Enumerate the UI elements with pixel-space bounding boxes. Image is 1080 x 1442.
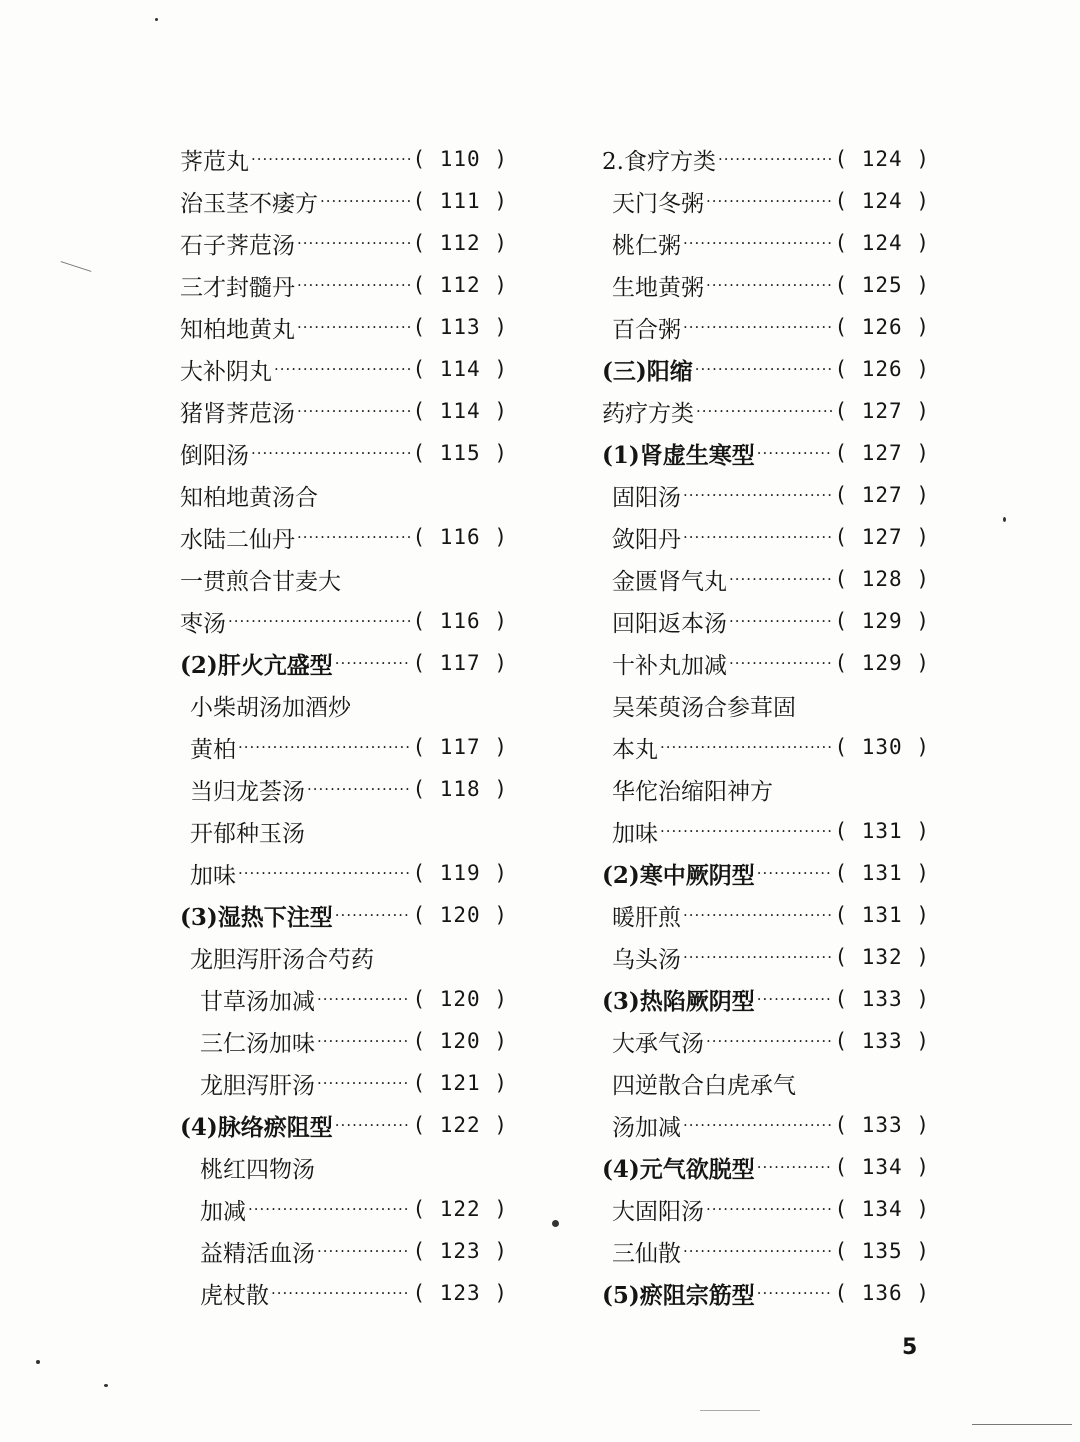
dot-leader <box>757 1284 833 1302</box>
scan-speck <box>36 1360 40 1364</box>
toc-entry-page: ( 112 ) <box>412 231 508 255</box>
toc-entry-title: 十补丸加减 <box>612 652 727 679</box>
toc-entry-page: ( 111 ) <box>412 189 508 213</box>
toc-entry <box>590 1188 930 1230</box>
toc-entry-title: 加味 <box>612 820 658 847</box>
toc-entry-page: ( 122 ) <box>412 1113 508 1137</box>
toc-left-column <box>168 138 508 1314</box>
toc-entry <box>590 684 930 726</box>
dot-leader <box>683 906 832 924</box>
toc-entry-page: ( 133 ) <box>834 987 930 1011</box>
toc-entry-title: 桃仁粥 <box>612 232 681 259</box>
toc-entry-title: 百合粥 <box>612 316 681 343</box>
toc-entry-title: 加减 <box>200 1198 246 1225</box>
dot-leader <box>271 1284 410 1302</box>
toc-entry-title: 生地黄粥 <box>612 274 704 301</box>
toc-entry-title: 大补阴丸 <box>180 358 272 385</box>
toc-entry-page: ( 113 ) <box>412 315 508 339</box>
toc-entry-title: 暖肝煎 <box>612 904 681 931</box>
toc-entry-page: ( 135 ) <box>834 1239 930 1263</box>
toc-right-column <box>590 138 930 1314</box>
toc-entry <box>168 264 508 306</box>
dot-leader <box>683 948 832 966</box>
toc-entry-page: ( 129 ) <box>834 651 930 675</box>
toc-entry-title: (三)阳缩 <box>602 357 693 385</box>
toc-entry-title: 固阳汤 <box>612 484 681 511</box>
toc-entry-page: ( 131 ) <box>834 903 930 927</box>
toc-entry <box>590 1062 930 1104</box>
toc-entry-title: 倒阳汤 <box>180 442 249 469</box>
dot-leader <box>695 360 833 378</box>
toc-entry <box>168 390 508 432</box>
toc-entry <box>168 768 508 810</box>
toc-entry-title: (4)元气欲脱型 <box>602 1155 755 1183</box>
toc-entry-title: 天门冬粥 <box>612 190 704 217</box>
toc-entry <box>168 516 508 558</box>
scan-speck <box>1003 517 1006 522</box>
toc-entry-page: ( 125 ) <box>834 273 930 297</box>
scan-scratch <box>61 261 92 272</box>
toc-entry-title: 桃红四物汤 <box>200 1156 315 1183</box>
toc-entry-title: 石子荠苊汤 <box>180 232 295 259</box>
toc-entry-title: 开郁种玉汤 <box>190 820 305 847</box>
toc-entry-title: 龙胆泻肝汤 <box>200 1072 315 1099</box>
toc-entry-title: 小柴胡汤加酒炒 <box>190 694 351 721</box>
dot-leader <box>718 150 833 168</box>
toc-entry <box>168 726 508 768</box>
toc-entry-page: ( 133 ) <box>834 1029 930 1053</box>
page-number: 5 <box>902 1335 918 1360</box>
dot-leader <box>683 1242 832 1260</box>
dot-leader <box>683 234 832 252</box>
scan-speck <box>155 18 158 21</box>
toc-entry <box>590 894 930 936</box>
dot-leader <box>251 150 410 168</box>
toc-entry-title: 知柏地黄丸 <box>180 316 295 343</box>
toc-entry-title: 药疗方类 <box>602 400 694 427</box>
toc-entry-title: 金匮肾气丸 <box>612 568 727 595</box>
toc-entry-title: (5)瘀阻宗筋型 <box>602 1281 755 1309</box>
toc-entry <box>590 474 930 516</box>
toc-entry <box>168 642 508 684</box>
toc-entry-title: 大承气汤 <box>612 1030 704 1057</box>
toc-entry-title: 本丸 <box>612 736 658 763</box>
dot-leader <box>274 360 410 378</box>
toc-entry-title: 水陆二仙丹 <box>180 526 295 553</box>
toc-entry-title: 敛阳丹 <box>612 526 681 553</box>
dot-leader <box>729 654 832 672</box>
toc-entry <box>590 222 930 264</box>
dot-leader <box>683 486 832 504</box>
toc-entry <box>168 600 508 642</box>
dot-leader <box>297 318 410 336</box>
dot-leader <box>335 906 411 924</box>
toc-entry <box>590 1272 930 1314</box>
dot-leader <box>238 738 410 756</box>
toc-entry-page: ( 130 ) <box>834 735 930 759</box>
toc-entry-page: ( 126 ) <box>834 315 930 339</box>
toc-entry-title: 甘草汤加减 <box>200 988 315 1015</box>
toc-entry <box>168 348 508 390</box>
dot-leader <box>706 192 832 210</box>
dot-leader <box>248 1200 410 1218</box>
toc-entry <box>590 768 930 810</box>
toc-entry-page: ( 127 ) <box>834 483 930 507</box>
toc-entry <box>168 1104 508 1146</box>
toc-entry <box>590 978 930 1020</box>
toc-entry-page: ( 124 ) <box>834 189 930 213</box>
toc-entry <box>168 978 508 1020</box>
toc-entry <box>168 558 508 600</box>
toc-entry <box>168 1230 508 1272</box>
toc-entry-title: 虎杖散 <box>200 1282 269 1309</box>
toc-entry-title: 汤加减 <box>612 1114 681 1141</box>
toc-entry-page: ( 132 ) <box>834 945 930 969</box>
toc-entry-page: ( 117 ) <box>412 651 508 675</box>
toc-entry <box>168 1272 508 1314</box>
toc-entry-title: 乌头汤 <box>612 946 681 973</box>
toc-entry-page: ( 119 ) <box>412 861 508 885</box>
toc-entry-title: 三才封髓丹 <box>180 274 295 301</box>
toc-entry <box>168 222 508 264</box>
toc-entry <box>168 852 508 894</box>
dot-leader <box>335 1116 411 1134</box>
toc-entry <box>590 726 930 768</box>
toc-entry-page: ( 127 ) <box>834 441 930 465</box>
dot-leader <box>660 822 832 840</box>
toc-entry-title: 华佗治缩阳神方 <box>612 778 773 805</box>
dot-leader <box>757 990 833 1008</box>
dot-leader <box>307 780 410 798</box>
toc-entry-title: 吴茱萸汤合参茸固 <box>612 694 796 721</box>
scan-speck <box>552 1220 559 1227</box>
toc-entry <box>168 180 508 222</box>
dot-leader <box>297 402 410 420</box>
dot-leader <box>683 528 832 546</box>
dot-leader <box>696 402 832 420</box>
toc-entry <box>168 1188 508 1230</box>
toc-entry-title: 加味 <box>190 862 236 889</box>
toc-entry-title: 当归龙荟汤 <box>190 778 305 805</box>
toc-entry-title: (1)肾虚生寒型 <box>602 441 755 469</box>
toc-entry-title: 三仙散 <box>612 1240 681 1267</box>
toc-entry <box>168 474 508 516</box>
toc-entry-title: 龙胆泻肝汤合芍药 <box>190 946 374 973</box>
toc-entry <box>590 1230 930 1272</box>
toc-entry <box>590 936 930 978</box>
dot-leader <box>729 570 832 588</box>
toc-entry-title: 荠苊丸 <box>180 148 249 175</box>
toc-entry-title: 黄柏 <box>190 736 236 763</box>
toc-entry-page: ( 127 ) <box>834 525 930 549</box>
toc-entry-page: ( 112 ) <box>412 273 508 297</box>
toc-entry-title: 四逆散合白虎承气 <box>612 1072 796 1099</box>
toc-entry <box>168 432 508 474</box>
dot-leader <box>317 1242 410 1260</box>
toc-entry-title: 三仁汤加味 <box>200 1030 315 1057</box>
toc-entry <box>590 600 930 642</box>
toc-entry-title: 益精活血汤 <box>200 1240 315 1267</box>
dot-leader <box>757 864 833 882</box>
toc-entry <box>590 348 930 390</box>
toc-entry-page: ( 120 ) <box>412 1029 508 1053</box>
dot-leader <box>317 990 410 1008</box>
toc-entry <box>590 432 930 474</box>
toc-entry <box>168 306 508 348</box>
toc-entry-page: ( 122 ) <box>412 1197 508 1221</box>
dot-leader <box>320 192 410 210</box>
toc-entry-page: ( 114 ) <box>412 399 508 423</box>
toc-entry <box>168 1062 508 1104</box>
dot-leader <box>683 318 832 336</box>
toc-entry-page: ( 124 ) <box>834 231 930 255</box>
toc-entry-page: ( 123 ) <box>412 1239 508 1263</box>
toc-entry-page: ( 120 ) <box>412 903 508 927</box>
toc-entry <box>168 1146 508 1188</box>
toc-entry-page: ( 121 ) <box>412 1071 508 1095</box>
scan-scratch <box>700 1410 760 1411</box>
toc-entry <box>590 852 930 894</box>
dot-leader <box>757 1158 833 1176</box>
dot-leader <box>706 276 832 294</box>
dot-leader <box>297 234 410 252</box>
toc-entry <box>590 1146 930 1188</box>
toc-entry-title: (3)湿热下注型 <box>180 903 333 931</box>
dot-leader <box>706 1032 832 1050</box>
toc-entry <box>590 516 930 558</box>
toc-entry-page: ( 120 ) <box>412 987 508 1011</box>
toc-entry <box>168 810 508 852</box>
toc-entry-page: ( 129 ) <box>834 609 930 633</box>
toc-entry <box>590 264 930 306</box>
toc-entry-page: ( 116 ) <box>412 525 508 549</box>
toc-entry <box>590 1020 930 1062</box>
dot-leader <box>251 444 410 462</box>
toc-entry-title: (4)脉络瘀阻型 <box>180 1113 333 1141</box>
toc-entry <box>168 684 508 726</box>
toc-entry-page: ( 131 ) <box>834 861 930 885</box>
toc-entry-page: ( 134 ) <box>834 1155 930 1179</box>
toc-entry <box>590 306 930 348</box>
toc-entry-title: 治玉茎不痿方 <box>180 190 318 217</box>
toc-entry-page: ( 136 ) <box>834 1281 930 1305</box>
toc-entry <box>590 390 930 432</box>
dot-leader <box>729 612 832 630</box>
toc-entry-title: 猪肾荠苊汤 <box>180 400 295 427</box>
toc-entry-page: ( 115 ) <box>412 441 508 465</box>
toc-entry-page: ( 116 ) <box>412 609 508 633</box>
dot-leader <box>706 1200 832 1218</box>
toc-entry-title: (2)肝火亢盛型 <box>180 651 333 679</box>
dot-leader <box>297 276 410 294</box>
dot-leader <box>297 528 410 546</box>
toc-entry-page: ( 126 ) <box>834 357 930 381</box>
toc-entry-title: 大固阳汤 <box>612 1198 704 1225</box>
toc-entry <box>168 894 508 936</box>
toc-entry-title: 知柏地黄汤合 <box>180 484 318 511</box>
toc-entry-page: ( 127 ) <box>834 399 930 423</box>
toc-entry-title: 枣汤 <box>180 610 226 637</box>
toc-entry-page: ( 110 ) <box>412 147 508 171</box>
dot-leader <box>683 1116 832 1134</box>
dot-leader <box>228 612 410 630</box>
toc-entry <box>590 1104 930 1146</box>
toc-entry-page: ( 114 ) <box>412 357 508 381</box>
dot-leader <box>660 738 832 756</box>
toc-entry-page: ( 124 ) <box>834 147 930 171</box>
toc-entry <box>590 180 930 222</box>
dot-leader <box>335 654 411 672</box>
dot-leader <box>238 864 410 882</box>
toc-entry-title: (2)寒中厥阴型 <box>602 861 755 889</box>
toc-entry-page: ( 133 ) <box>834 1113 930 1137</box>
toc-entry <box>590 810 930 852</box>
toc-entry <box>590 138 930 180</box>
scan-speck <box>104 1384 108 1387</box>
scan-scratch <box>972 1424 1072 1425</box>
dot-leader <box>317 1032 410 1050</box>
toc-entry-page: ( 128 ) <box>834 567 930 591</box>
dot-leader <box>317 1074 410 1092</box>
toc-entry <box>168 936 508 978</box>
toc-entry <box>168 138 508 180</box>
toc-entry <box>590 558 930 600</box>
toc-entry-title: 回阳返本汤 <box>612 610 727 637</box>
toc-entry-page: ( 134 ) <box>834 1197 930 1221</box>
toc-entry-title: 一贯煎合甘麦大 <box>180 568 341 595</box>
toc-entry-title: (3)热陷厥阴型 <box>602 987 755 1015</box>
toc-entry-page: ( 123 ) <box>412 1281 508 1305</box>
toc-entry <box>168 1020 508 1062</box>
dot-leader <box>757 444 833 462</box>
toc-entry <box>590 642 930 684</box>
toc-entry-title: 2.食疗方类 <box>602 148 716 175</box>
toc-entry-page: ( 118 ) <box>412 777 508 801</box>
toc-entry-page: ( 117 ) <box>412 735 508 759</box>
toc-entry-page: ( 131 ) <box>834 819 930 843</box>
